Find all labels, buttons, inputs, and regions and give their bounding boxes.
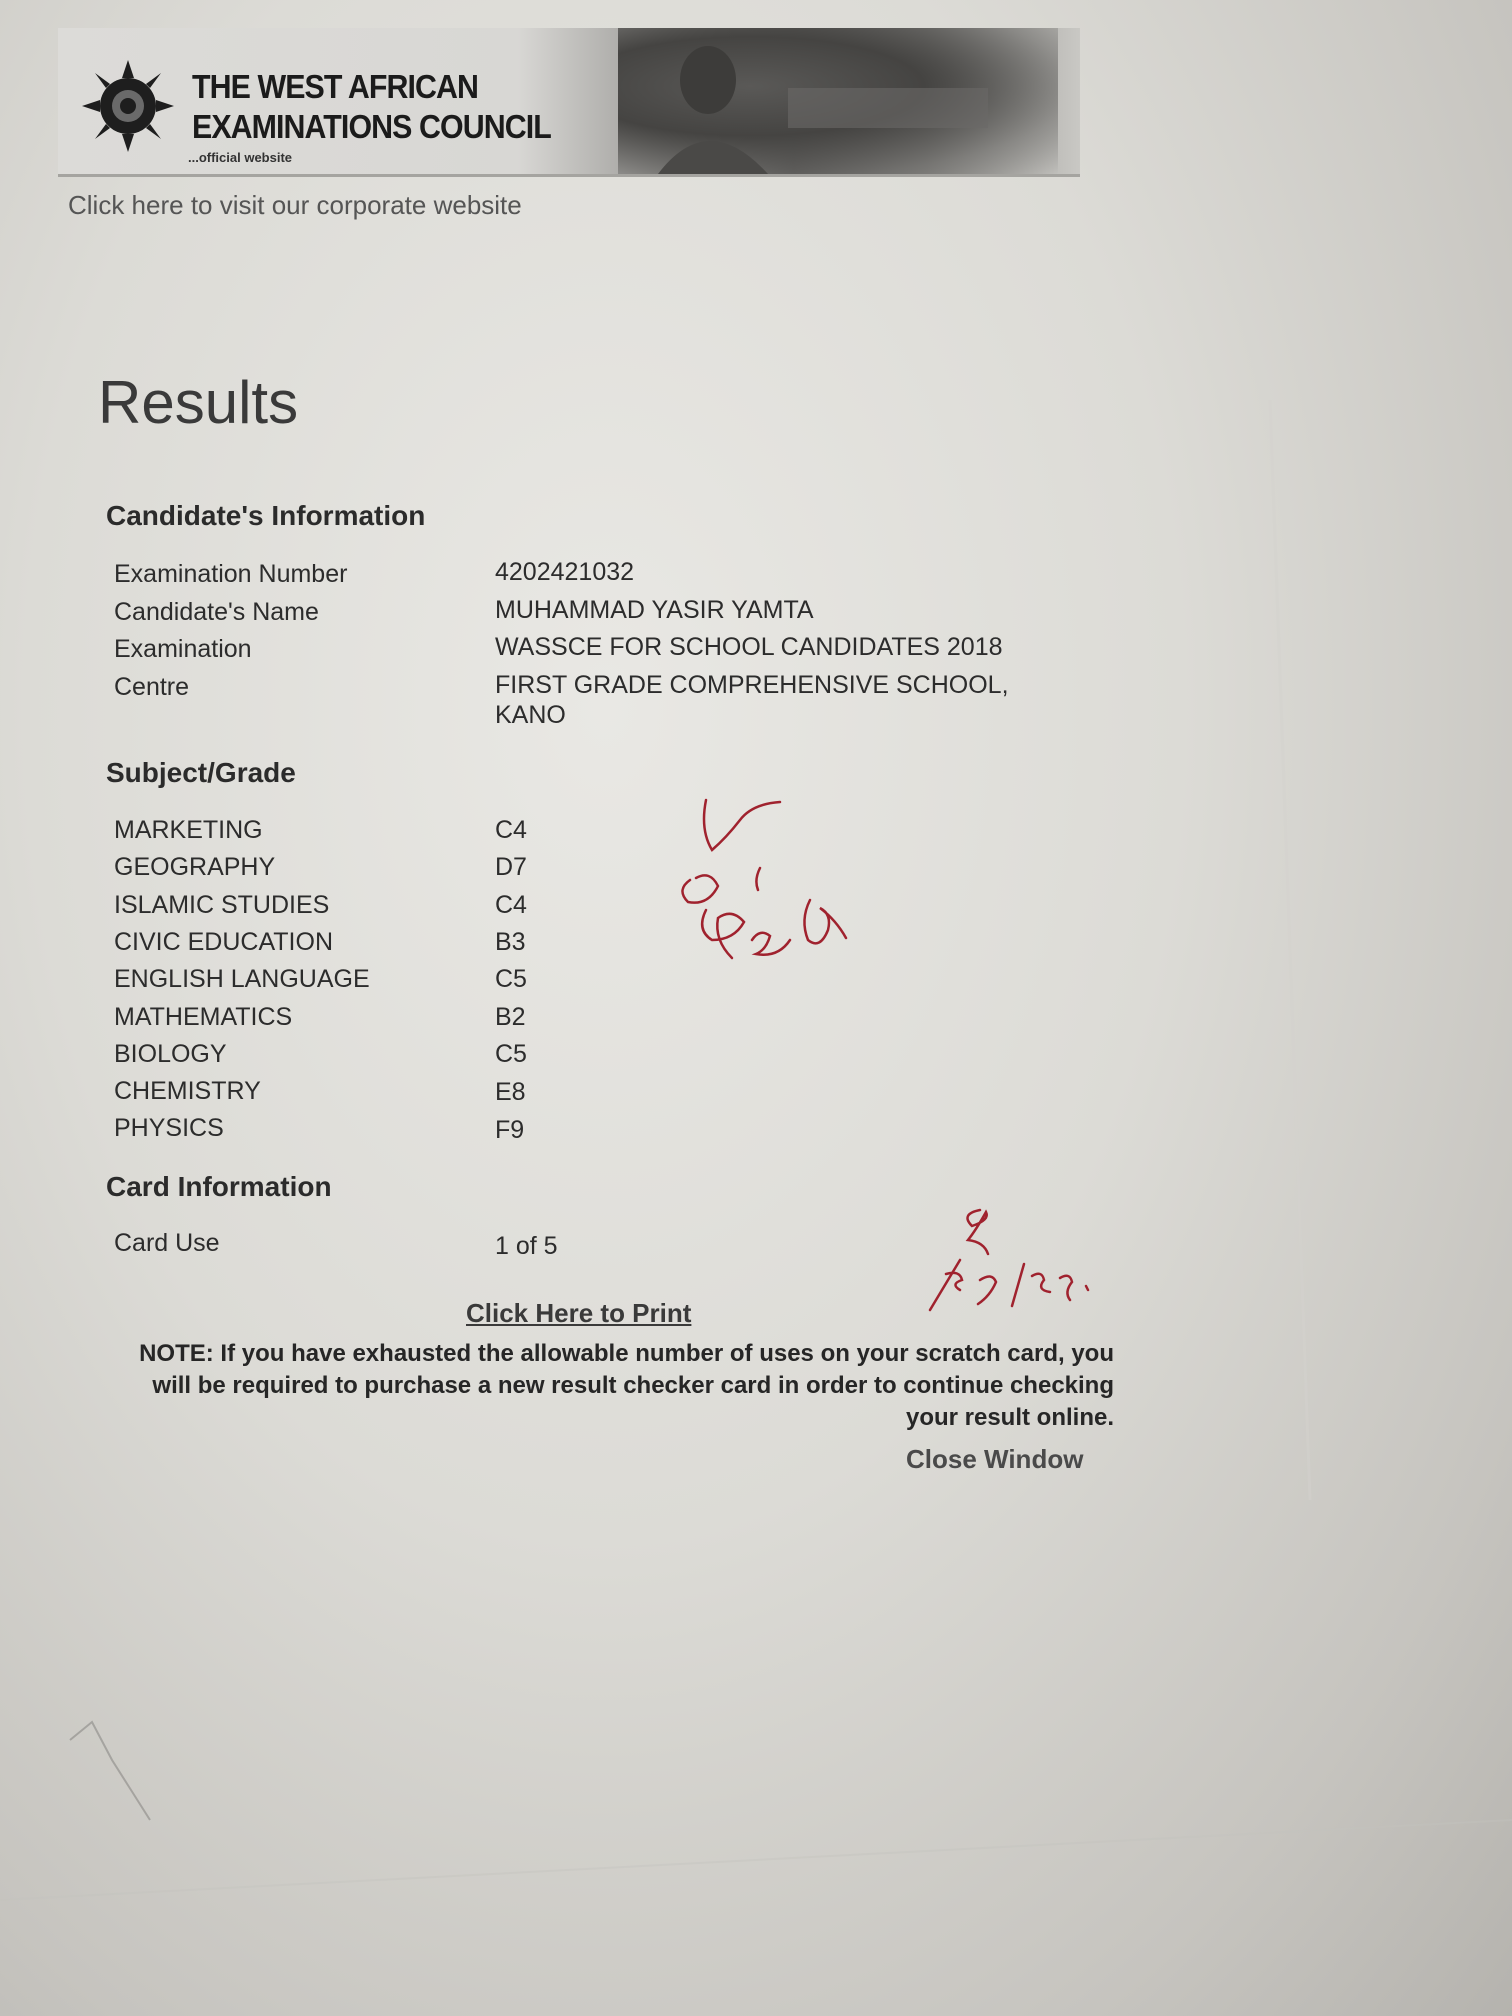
card-info-heading: Card Information (106, 1171, 332, 1202)
examination-label: Examination (114, 635, 252, 663)
print-link[interactable]: Click Here to Print (466, 1298, 692, 1328)
subject-name: ISLAMIC STUDIES (114, 891, 330, 919)
subject-grade: F9 (495, 1116, 525, 1144)
subject-grade: B3 (495, 928, 526, 956)
subject-grade: D7 (495, 853, 527, 881)
centre-value-line-2: KANO (495, 701, 566, 729)
subject-name: BIOLOGY (114, 1040, 227, 1068)
note-line-3: your result online. (905, 1404, 1114, 1431)
candidate-name-value: MUHAMMAD YASIR YAMTA (495, 596, 814, 624)
subject-grade: C4 (495, 891, 527, 919)
candidate-info-heading: Candidate's Information (106, 500, 426, 531)
subject-grade: C5 (495, 965, 527, 993)
org-name-line-1: THE WEST AFRICAN (192, 68, 479, 105)
centre-value-line-1: FIRST GRADE COMPREHENSIVE SCHOOL, (495, 671, 1009, 699)
subject-name: MARKETING (114, 816, 263, 844)
official-website-tagline: ...official website (188, 150, 293, 165)
subject-name: PHYSICS (114, 1114, 224, 1142)
corporate-website-link[interactable]: Click here to visit our corporate website (68, 190, 522, 220)
subject-name: GEOGRAPHY (114, 853, 276, 881)
note-line-2: will be required to purchase a new result checker card in order to continue checking (152, 1372, 1114, 1399)
subject-grade: C4 (495, 816, 527, 844)
handwritten-signature-icon (660, 790, 880, 990)
subject-grade-heading: Subject/Grade (106, 757, 296, 788)
scratch-card-note (78, 1338, 1114, 1434)
close-window-link[interactable]: Close Window (906, 1444, 1084, 1474)
waec-seal-icon (78, 56, 178, 156)
exam-number-label: Examination Number (114, 560, 348, 588)
exam-number-value: 4202421032 (495, 558, 635, 586)
subject-grade: B2 (495, 1003, 526, 1031)
subject-grade: C5 (495, 1040, 527, 1068)
note-prefix: NOTE: (139, 1340, 214, 1367)
subject-name: MATHEMATICS (114, 1003, 293, 1031)
candidate-name-label: Candidate's Name (114, 598, 319, 626)
banner-photo (618, 28, 1058, 174)
note-line-1: If you have exhausted the allowable number of uses on your scratch card, you (220, 1340, 1114, 1367)
subject-name: CHEMISTRY (114, 1077, 261, 1105)
banner-figure-image (618, 28, 1058, 174)
centre-label: Centre (114, 673, 190, 701)
handwritten-date-signature-icon (920, 1200, 1100, 1330)
subject-name: CIVIC EDUCATION (114, 928, 333, 956)
card-use-label: Card Use (114, 1229, 220, 1257)
card-use-value: 1 of 5 (495, 1232, 558, 1260)
subject-grade: E8 (495, 1078, 526, 1106)
subject-name: ENGLISH LANGUAGE (114, 965, 370, 993)
wassce-header-banner (58, 28, 1080, 177)
org-name-line-2: EXAMINATIONS COUNCIL (192, 108, 551, 145)
page-title: Results (98, 369, 299, 436)
examination-value: WASSCE FOR SCHOOL CANDIDATES 2018 (495, 633, 1003, 661)
